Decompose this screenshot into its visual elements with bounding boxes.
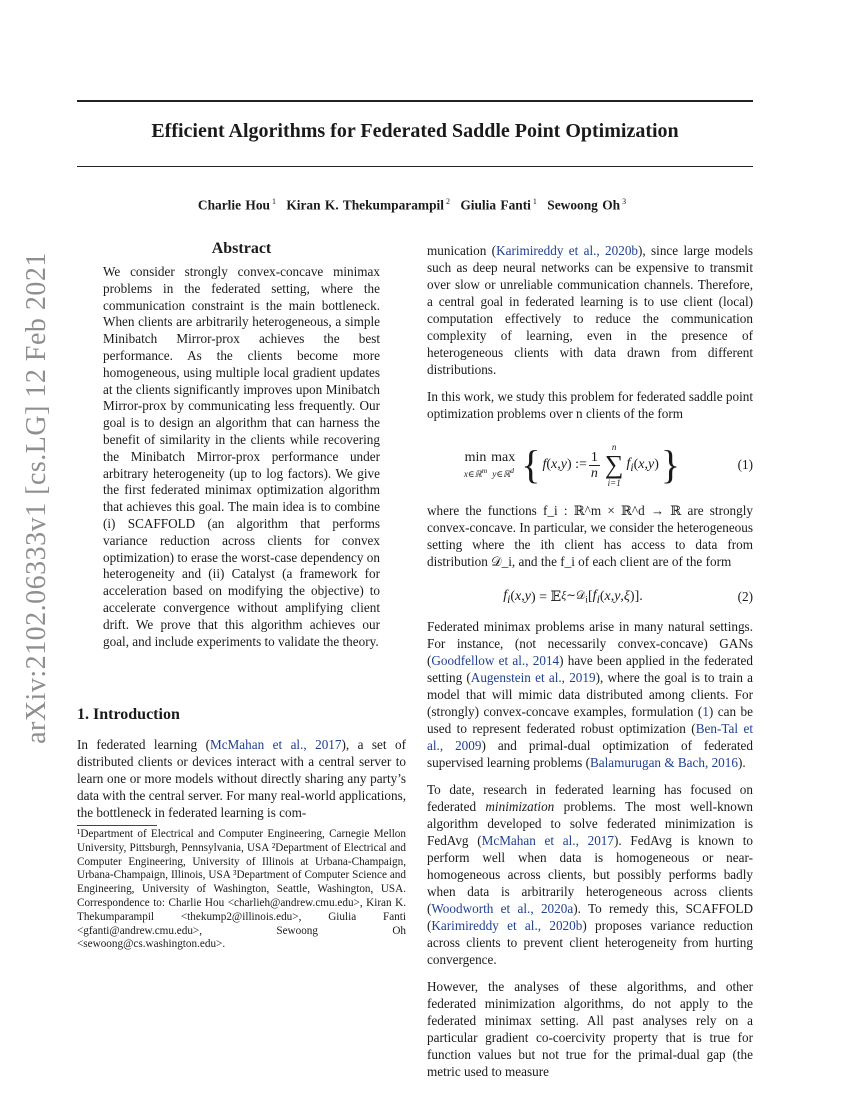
title-top-rule — [77, 100, 753, 102]
paragraph: However, the analyses of these algorithms, and other federated minimization algorithms, do not apply to the federated minimax setting. All past analyses rely on a particular gradient co-coercivity property that is true for function values but not true for the primal-dual gap (the metric used to measure — [427, 979, 753, 1079]
footnote-rule — [77, 825, 157, 826]
section-heading-introduction: 1. Introduction — [77, 706, 180, 723]
arxiv-identifier-stamp — [12, 251, 62, 744]
paper-title: Efficient Algorithms for Federated Saddle Point Optimization — [151, 120, 679, 142]
text-run: ) can be used to represent federated robust optimization ( — [427, 704, 753, 736]
citation-link[interactable]: Goodfellow et al., 2014 — [431, 653, 560, 668]
equation-number: (2) — [737, 589, 753, 604]
title-bottom-rule — [77, 166, 753, 167]
equation-reference-link[interactable]: 1 — [702, 704, 709, 719]
text-run: ). FedAvg is known to perform well when data is homogeneous or near-homogeneous across clients, but possibly performs badly when data is arbitrarily heterogeneous across clients ( — [427, 833, 754, 916]
text-run: ). — [737, 755, 746, 770]
citation-link[interactable]: Karimireddy et al., 2020b — [431, 918, 583, 933]
paragraph — [427, 781, 753, 968]
text-run: To date, research in federated learning has focused on federated — [427, 782, 753, 814]
author-affiliation: 2 — [445, 197, 450, 206]
text-run: ), a set of distributed clients or devices interact with a central server to learn one or more models without directly sharing any party’s data with the central server. For many real-world applications, the bottleneck in federated learning is com- — [77, 737, 406, 820]
equation-expression: $f_i$ ( x , y ) = 𝔼 ξ∼𝒟$_i$ [ $f_i$ ( x , y , ξ )]. — [503, 588, 643, 606]
text-run: ) proposes variance reduction across clients to prevent client heterogeneity from hurting convergence. — [427, 918, 753, 967]
equation-2 — [427, 580, 753, 614]
text-run: Federated minimax problems arise in many natural settings. For instance, (not necessarily convex-concave) GANs ( — [427, 619, 753, 668]
author-name: Charlie Hou — [197, 197, 270, 213]
text-run: ) and primal-dual optimization of federated supervised learning problems ( — [427, 738, 753, 770]
text-run: problems. The most well-known algorithm developed to solve federated minimization is FedAvg ( — [427, 799, 753, 848]
emphasis: minimization — [485, 799, 555, 814]
fraction: $\frac{1}{n}$ — [590, 449, 598, 481]
intro-paragraph — [77, 736, 406, 821]
author-list — [77, 197, 753, 213]
arxiv-identifier-text: arXiv:2102.06333v1 [cs.LG] 12 Feb 2021 — [21, 251, 52, 744]
text-run: munication ( — [427, 243, 497, 258]
summation: n ∑ i=1 — [604, 442, 624, 488]
author-affiliation: 1 — [271, 197, 276, 206]
citation-link[interactable]: Woodworth et al., 2020a — [431, 901, 574, 916]
paragraph: In this work, we study this problem for federated saddle point optimization problems over n clients of the form — [427, 389, 753, 421]
min-operator: min x∈ℝ$^m$ — [463, 450, 488, 479]
citation-link[interactable]: McMahan et al., 2017 — [481, 833, 614, 848]
paragraph: where the functions f_i : ℝ^m × ℝ^d → ℝ are strongly convex-concave. In particular, we consider the heterogeneous setting where the ith client has access to data from distribution 𝒟_i, and the f_i of each client are of the form — [427, 503, 753, 569]
text-run: ), where the goal is to train a model that will mimic data distributed among clients. For (strongly) convex-concave examples, formulation ( — [427, 670, 754, 719]
citation-link[interactable]: Karimireddy et al., 2020b — [496, 243, 639, 258]
equation-expression: min x∈ℝ$^m$ max y∈ℝ$^d$ { f ( x , y ) := $\frac{1}{n}$ n ∑ i=1 $f_i$ ( x , y ) } — [463, 442, 681, 488]
max-operator: max y∈ℝ$^d$ — [491, 450, 516, 479]
equation-number: (1) — [737, 457, 753, 472]
text-run: ). To remedy this, SCAFFOLD ( — [427, 901, 753, 933]
citation-link[interactable]: McMahan et al., 2017 — [209, 737, 342, 752]
text-run: ) have been applied in the federated setting ( — [427, 653, 753, 685]
citation-link[interactable]: Ben-Tal et al., 2009 — [427, 721, 753, 753]
right-column — [427, 242, 753, 1090]
abstract-heading: Abstract — [211, 240, 272, 257]
paragraph — [427, 618, 753, 771]
text-run: ), since large models such as deep neural networks can be expensive to transmit over slow or unreliable communication channels. Therefore, a central goal in federated learning is to use client (local) computation effectively to reduce the communication complexity of learning, even in the presence of heterogeneous clients with data drawn from different distributions. — [427, 243, 754, 377]
affiliation-footnote: ¹Department of Electrical and Computer Engineering, Carnegie Mellon University, Pittsburgh, Pennsylvania, USA ²Department of Electrical and Computer Engineering, University of Illinois at Urbana-Champaign, Urbana-Champaign, Illinois, USA ³Department of Computer Science and Engineering, University of Washington, Seattle, Washington, USA. Correspondence to: Charlie Hou <charlieh@andrew.cmu.edu>, Kiran K. Thekumparampil <thekump2@illinois.edu>, Giulia Fanti <gfanti@andrew.cmu.edu>, Sewoong Oh <sewoong@cs.washington.edu>. — [77, 828, 406, 951]
author-affiliation: 1 — [532, 197, 537, 206]
text-run: In federated learning ( — [77, 737, 210, 752]
author-name: Kiran K. Thekumparampil — [286, 197, 444, 213]
abstract-text: We consider strongly convex-concave minimax problems in the federated setting, where the communication constraint is the main bottleneck. When clients are arbitrarily heterogeneous, a simple Minibatch Mirror-prox achieves the best performance. As the clients become more homogeneous, using multiple local gradient updates at the clients significantly improves upon Minibatch Mirror-prox by communicating less frequently. Our goal is to design an algorithm that can harness the benefit of similarity in the clients while recovering the Minibatch Mirror-prox performance under arbitrary heterogeneity (up to log factors). We give the first federated minimax optimization algorithm that achieves this goal. The main idea is to combine (i) SCAFFOLD (an algorithm that performs variance reduction across clients for convex optimization) to erase the worst-case dependency on heterogeneity and (ii) Catalyst (a framework for acceleration based on modifying the objective) to accelerate convergence without amplifying client drift. We prove that this algorithm achieves our goal, and include experiments to validate the theory. — [103, 264, 380, 649]
equation-1 — [427, 432, 753, 498]
left-column — [77, 240, 406, 650]
author-name: Giulia Fanti — [460, 197, 531, 213]
author-affiliation: 3 — [622, 197, 627, 206]
paragraph — [427, 242, 753, 378]
author-name: Sewoong Oh — [547, 197, 621, 213]
citation-link[interactable]: Balamurugan & Bach, 2016 — [589, 755, 738, 770]
citation-link[interactable]: Augenstein et al., 2019 — [470, 670, 596, 685]
